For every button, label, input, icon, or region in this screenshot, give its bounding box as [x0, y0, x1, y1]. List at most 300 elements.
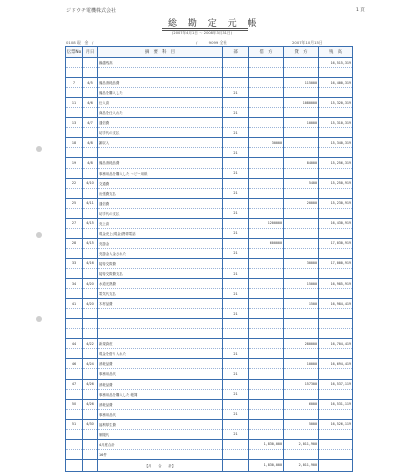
- account-code: 0108 現 金 /: [66, 40, 94, 45]
- entry-date: 4/15: [83, 218, 98, 228]
- balance-amount: [319, 128, 353, 138]
- voucher-no: 28: [66, 238, 83, 248]
- total-credit: 2,011,900: [284, 459, 319, 471]
- account-name: 接待交際費: [98, 258, 223, 268]
- balance-amount: [319, 228, 353, 238]
- fiscal-period: (2007年4月1日 ～ 2008年3月31日): [172, 31, 232, 35]
- debit-amount: [249, 279, 284, 289]
- binder-hole-icon: [36, 146, 42, 152]
- balance-amount: 15,230,919: [319, 198, 353, 208]
- voucher-no: 41: [66, 299, 83, 309]
- dept-code: 21: [223, 188, 249, 198]
- entry-date: [83, 148, 98, 158]
- balance-amount: 17,030,919: [319, 238, 353, 248]
- entry-description: 備品を購入した: [98, 88, 223, 98]
- account-name: 4月度合計: [98, 439, 223, 449]
- debit-amount: [249, 309, 284, 319]
- entry-date: 4/10: [83, 178, 98, 188]
- voucher-no: [66, 58, 83, 68]
- entry-description: [98, 68, 223, 78]
- company-name: ジドウチ電機株式会社: [66, 8, 117, 14]
- table-row: [66, 78, 353, 88]
- credit-amount: [284, 268, 319, 278]
- account-name: 水道光熱費: [98, 279, 223, 289]
- entry-description: 切手代の支払: [98, 208, 223, 218]
- credit-amount: [284, 168, 319, 178]
- entry-date: [83, 268, 98, 278]
- credit-amount: [284, 228, 319, 238]
- dept-code: 21: [223, 148, 249, 158]
- entry-date: [83, 449, 98, 459]
- entry-date: [83, 88, 98, 98]
- entry-date: [83, 128, 98, 138]
- debit-amount: [249, 339, 284, 349]
- voucher-no: [66, 148, 83, 158]
- table-row: [66, 58, 353, 68]
- entry-date: [83, 409, 98, 419]
- credit-amount: [284, 369, 319, 379]
- dept-code: 21: [223, 389, 249, 399]
- account-name: 雑収入: [98, 138, 223, 148]
- credit-amount: 15000: [284, 279, 319, 289]
- voucher-no: 11: [66, 98, 83, 108]
- balance-amount: 16,400,319: [319, 78, 353, 88]
- table-header: [66, 47, 353, 58]
- dept-code: 21: [223, 309, 249, 319]
- entry-description: [98, 329, 223, 339]
- dept-code: [223, 379, 249, 389]
- balance-amount: [319, 208, 353, 218]
- entry-date: 4/5: [83, 78, 98, 88]
- debit-amount: [249, 108, 284, 118]
- balance-amount: 16,984,419: [319, 299, 353, 309]
- entry-description: 事務用品を購入した ～ピー用紙: [98, 168, 223, 178]
- entry-date: [83, 349, 98, 359]
- table-row: [66, 449, 353, 459]
- dept-code: [223, 439, 249, 449]
- account-name: 消耗品費: [98, 379, 223, 389]
- entry-description: 売掛金入金された: [98, 248, 223, 258]
- credit-amount: 20000: [284, 198, 319, 208]
- table-row: [66, 118, 353, 128]
- debit-amount: [249, 188, 284, 198]
- account-name: 通信費: [98, 118, 223, 128]
- entry-description: 事務用品代: [98, 409, 223, 419]
- table-row: [66, 68, 353, 78]
- entry-date: [83, 208, 98, 218]
- dept-code: [223, 319, 249, 329]
- debit-amount: [249, 258, 284, 268]
- table-row: [66, 439, 353, 449]
- entry-date: [83, 309, 98, 319]
- credit-amount: 1500: [284, 299, 319, 309]
- voucher-no: [66, 319, 83, 329]
- debit-amount: [249, 329, 284, 339]
- credit-amount: [284, 138, 319, 148]
- debit-amount: [249, 198, 284, 208]
- balance-amount: [319, 168, 353, 178]
- voucher-no: 25: [66, 198, 83, 208]
- binder-hole-icon: [36, 316, 42, 322]
- balance-amount: 16,537,119: [319, 379, 353, 389]
- voucher-no: [66, 248, 83, 258]
- dept-code: 21: [223, 248, 249, 258]
- debit-amount: [249, 319, 284, 329]
- credit-amount: 280000: [284, 339, 319, 349]
- credit-amount: 10000: [284, 359, 319, 369]
- debit-amount: 1200000: [249, 218, 284, 228]
- account-name: 売上高: [98, 218, 223, 228]
- entry-date: 4/16: [83, 258, 98, 268]
- dept-code: [223, 279, 249, 289]
- voucher-no: 51: [66, 419, 83, 429]
- entry-date: 4/26: [83, 399, 98, 409]
- credit-amount: [284, 449, 319, 459]
- entry-date: 4/8: [83, 138, 98, 148]
- credit-amount: 10000: [284, 118, 319, 128]
- dept-code: [223, 198, 249, 208]
- debit-amount: [249, 118, 284, 128]
- voucher-no: [66, 188, 83, 198]
- table-row: [66, 198, 353, 208]
- table-row: [66, 359, 353, 369]
- table-row: [66, 188, 353, 198]
- entry-date: 4/22: [83, 339, 98, 349]
- credit-amount: 6000: [284, 399, 319, 409]
- balance-amount: [319, 389, 353, 399]
- entry-date: [83, 248, 98, 258]
- table-row: [66, 158, 353, 168]
- account-name: 消耗品費: [98, 359, 223, 369]
- dept-code: [223, 329, 249, 339]
- debit-amount: 600000: [249, 238, 284, 248]
- entry-date: [83, 289, 98, 299]
- account-name: 新規資産: [98, 339, 223, 349]
- entry-date: 4/26: [83, 379, 98, 389]
- debit-amount: [249, 349, 284, 359]
- credit-amount: [284, 108, 319, 118]
- entry-date: [83, 319, 98, 329]
- credit-amount: 1080000: [284, 98, 319, 108]
- entry-date: 4/8: [83, 158, 98, 168]
- voucher-no: 18: [66, 138, 83, 148]
- debit-amount: [249, 248, 284, 258]
- debit-amount: [249, 88, 284, 98]
- entry-date: 4/20: [83, 279, 98, 289]
- balance-amount: [319, 289, 353, 299]
- table-row: [66, 178, 353, 188]
- balance-amount: 16,985,919: [319, 279, 353, 289]
- entry-date: [83, 168, 98, 178]
- table-row: [66, 369, 353, 379]
- entry-description: [98, 309, 223, 319]
- dept-code: 21: [223, 289, 249, 299]
- entry-date: [83, 369, 98, 379]
- voucher-no: 47: [66, 379, 83, 389]
- voucher-no: 33: [66, 258, 83, 268]
- entry-date: [83, 389, 98, 399]
- balance-amount: 15,250,919: [319, 178, 353, 188]
- voucher-no: 22: [66, 178, 83, 188]
- account-name: 通信費: [98, 198, 223, 208]
- account-name: 木材品費: [98, 299, 223, 309]
- table-row: [66, 279, 353, 289]
- credit-amount: [284, 88, 319, 98]
- balance-amount: 16,531,119: [319, 399, 353, 409]
- table-row: [66, 138, 353, 148]
- dept-code: 21: [223, 228, 249, 238]
- balance-amount: [319, 88, 353, 98]
- entry-date: [83, 228, 98, 238]
- balance-amount: 16,694,419: [319, 359, 353, 369]
- entry-date: [83, 68, 98, 78]
- account-name: 売掛金: [98, 238, 223, 248]
- table-row: [66, 108, 353, 118]
- credit-amount: [284, 238, 319, 248]
- voucher-no: 34: [66, 279, 83, 289]
- account-sub: / 9099 全社: [196, 40, 228, 45]
- ledger-title: 総 勘 定 元 帳: [168, 19, 261, 29]
- entry-date: 4/30: [83, 419, 98, 429]
- ledger-table: [65, 46, 353, 472]
- dept-code: [223, 359, 249, 369]
- credit-amount: [284, 248, 319, 258]
- dept-code: [223, 339, 249, 349]
- debit-amount: [249, 289, 284, 299]
- dept-code: [223, 238, 249, 248]
- credit-amount: 5400: [284, 178, 319, 188]
- credit-amount: 2,011,900: [284, 439, 319, 449]
- debit-amount: [249, 359, 284, 369]
- debit-amount: [249, 148, 284, 158]
- balance-amount: [319, 409, 353, 419]
- account-name: 備品消耗品費: [98, 78, 223, 88]
- account-name: 繰越残高: [98, 58, 223, 68]
- voucher-no: 44: [66, 339, 83, 349]
- debit-amount: 30000: [249, 138, 284, 148]
- account-name: [98, 319, 223, 329]
- debit-amount: [249, 389, 284, 399]
- dept-code: [223, 158, 249, 168]
- balance-amount: [319, 68, 353, 78]
- voucher-no: [66, 449, 83, 459]
- table-row: [66, 339, 353, 349]
- balance-amount: [319, 429, 353, 439]
- total-debit: 1,830,000: [249, 459, 284, 471]
- col-debit: 借 方: [249, 47, 284, 58]
- dept-code: 21: [223, 349, 249, 359]
- credit-amount: [284, 58, 319, 68]
- table-row: [66, 429, 353, 439]
- debit-amount: 1,830,000: [249, 439, 284, 449]
- debit-amount: [249, 168, 284, 178]
- entry-description: 制服代: [98, 429, 223, 439]
- entry-description: 切手代の支払: [98, 128, 223, 138]
- table-row: [66, 329, 353, 339]
- debit-amount: [249, 208, 284, 218]
- table-row: [66, 268, 353, 278]
- account-name: 備品消耗品費: [98, 158, 223, 168]
- voucher-no: [66, 268, 83, 278]
- dept-code: [223, 449, 249, 459]
- entry-date: [83, 439, 98, 449]
- account-name: 交通費: [98, 178, 223, 188]
- dept-code: [223, 68, 249, 78]
- credit-amount: [284, 148, 319, 158]
- table-row: [66, 419, 353, 429]
- dept-code: [223, 78, 249, 88]
- debit-amount: [249, 58, 284, 68]
- col-credit: 貸 方: [284, 47, 319, 58]
- balance-amount: 15,340,319: [319, 138, 353, 148]
- voucher-no: [66, 369, 83, 379]
- table-row: [66, 208, 353, 218]
- voucher-no: [66, 389, 83, 399]
- credit-amount: [284, 289, 319, 299]
- dept-code: 21: [223, 208, 249, 218]
- voucher-no: [66, 168, 83, 178]
- account-name: 福利厚生費: [98, 419, 223, 429]
- voucher-no: [66, 289, 83, 299]
- credit-amount: [284, 218, 319, 228]
- table-row: [66, 218, 353, 228]
- voucher-no: [66, 228, 83, 238]
- account-name: 消耗品費: [98, 399, 223, 409]
- debit-amount: [249, 68, 284, 78]
- voucher-no: [66, 128, 83, 138]
- binder-hole-icon: [36, 232, 42, 238]
- balance-amount: 15,256,319: [319, 158, 353, 168]
- dept-code: [223, 258, 249, 268]
- table-row: [66, 319, 353, 329]
- debit-amount: [249, 268, 284, 278]
- balance-amount: [319, 369, 353, 379]
- entry-date: 4/24: [83, 359, 98, 369]
- entry-date: [83, 329, 98, 339]
- credit-amount: 84000: [284, 158, 319, 168]
- dept-code: [223, 58, 249, 68]
- entry-description: [98, 148, 223, 158]
- dept-code: [223, 299, 249, 309]
- debit-amount: [249, 369, 284, 379]
- voucher-no: [66, 88, 83, 98]
- dept-code: [223, 399, 249, 409]
- total-row: [66, 459, 353, 471]
- dept-code: 21: [223, 268, 249, 278]
- balance-amount: 16,526,119: [319, 419, 353, 429]
- entry-date: 4/6: [83, 98, 98, 108]
- voucher-no: [66, 68, 83, 78]
- credit-amount: [284, 68, 319, 78]
- entry-date: [83, 58, 98, 68]
- credit-amount: [284, 389, 319, 399]
- voucher-no: [66, 349, 83, 359]
- voucher-no: [66, 208, 83, 218]
- voucher-no: [66, 108, 83, 118]
- credit-amount: [284, 349, 319, 359]
- dept-code: [223, 178, 249, 188]
- voucher-no: [66, 439, 83, 449]
- account-name: 仕入高: [98, 98, 223, 108]
- col-balance: 残 高: [319, 47, 353, 58]
- debit-amount: [249, 128, 284, 138]
- entry-description: 事務用品を購入した 帳簿: [98, 389, 223, 399]
- balance-amount: [319, 268, 353, 278]
- table-row: [66, 98, 353, 108]
- balance-amount: [319, 309, 353, 319]
- voucher-no: 50: [66, 399, 83, 409]
- table-row: [66, 389, 353, 399]
- entry-date: [83, 188, 98, 198]
- total-label: 【月 合 計】: [98, 459, 223, 471]
- table-row: [66, 248, 353, 258]
- table-row: [66, 148, 353, 158]
- credit-amount: [284, 429, 319, 439]
- entry-date: 4/7: [83, 118, 98, 128]
- balance-amount: [319, 108, 353, 118]
- debit-amount: [249, 429, 284, 439]
- dept-code: 21: [223, 369, 249, 379]
- voucher-no: [66, 409, 83, 419]
- debit-amount: [249, 419, 284, 429]
- voucher-no: 7: [66, 78, 83, 88]
- dept-code: 21: [223, 409, 249, 419]
- dept-code: [223, 118, 249, 128]
- debit-amount: [249, 409, 284, 419]
- credit-amount: [284, 329, 319, 339]
- table-row: [66, 349, 353, 359]
- entry-description: 現金を借り入れた: [98, 349, 223, 359]
- credit-amount: [284, 319, 319, 329]
- credit-amount: 5000: [284, 419, 319, 429]
- entry-date: 4/20: [83, 299, 98, 309]
- balance-amount: [319, 148, 353, 158]
- voucher-no: 27: [66, 218, 83, 228]
- debit-amount: [249, 78, 284, 88]
- entry-description: 事務用品代: [98, 369, 223, 379]
- balance-amount: [319, 439, 353, 449]
- voucher-no: [66, 329, 83, 339]
- debit-amount: [249, 228, 284, 238]
- dept-code: 21: [223, 88, 249, 98]
- credit-amount: [284, 128, 319, 138]
- credit-amount: 30000: [284, 258, 319, 268]
- voucher-no: [66, 309, 83, 319]
- balance-amount: [319, 349, 353, 359]
- table-row: [66, 88, 353, 98]
- table-row: [66, 258, 353, 268]
- debit-amount: [249, 178, 284, 188]
- entry-description: 出張費支払: [98, 188, 223, 198]
- balance-amount: [319, 329, 353, 339]
- table-row: [66, 168, 353, 178]
- voucher-no: [66, 429, 83, 439]
- table-row: [66, 238, 353, 248]
- entry-description: 16件: [98, 449, 223, 459]
- credit-amount: [284, 409, 319, 419]
- balance-amount: 15,310,319: [319, 118, 353, 128]
- debit-amount: [249, 449, 284, 459]
- table-row: [66, 228, 353, 238]
- col-date: 月日: [83, 47, 98, 58]
- dept-code: 21: [223, 108, 249, 118]
- entry-date: 4/11: [83, 198, 98, 208]
- page-number: 1 頁: [356, 8, 365, 13]
- debit-amount: [249, 158, 284, 168]
- dept-code: [223, 218, 249, 228]
- balance-amount: 15,320,319: [319, 98, 353, 108]
- entry-description: 接待交際費支払: [98, 268, 223, 278]
